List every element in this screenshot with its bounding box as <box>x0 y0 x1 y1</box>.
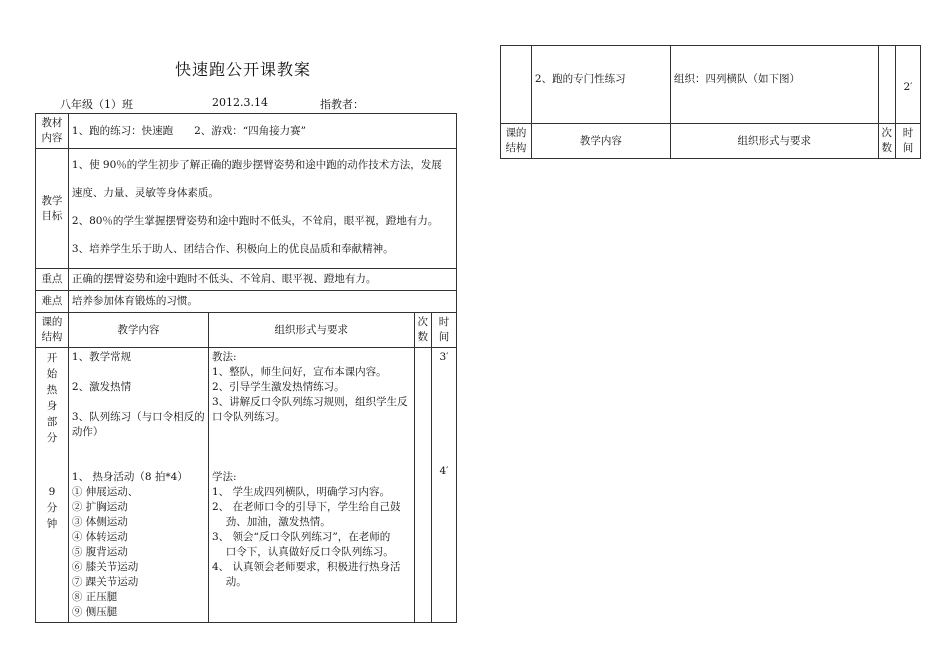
right-header-org: 组织形式与要求 <box>670 124 878 159</box>
goal-3: 3、培养学生乐于助人、团结合作、积极向上的优良品质和奉献精神。 <box>71 243 394 255</box>
page-title: 快速跑公开课教案 <box>175 60 312 79</box>
right-header-times: 次数 <box>878 124 896 159</box>
org-b-1: 1、 学生成四列横队，明确学习内容。 <box>211 486 390 498</box>
right-header-structure: 课的结构 <box>501 124 532 159</box>
warmup-7: ⑦ 踝关节运动 <box>71 576 139 588</box>
difficulty-text: 培养参加体育锻炼的习惯。 <box>68 291 456 313</box>
goal-1-cont: 速度、力量、灵敏等身体素质。 <box>71 187 219 199</box>
header-time: 时间 <box>432 313 457 348</box>
org-b-6: 4、 认真领会老师要求，积极进行热身活 <box>211 561 401 573</box>
warmup-9: ⑨ 侧压腿 <box>71 606 118 618</box>
date-label: 2012.3.14 <box>212 96 268 109</box>
right-header-content: 教学内容 <box>531 124 670 159</box>
right-content: 2、跑的专门性练习 <box>531 46 670 124</box>
times-cell <box>414 348 432 623</box>
class-label: 八年级（1）班 <box>60 98 133 111</box>
org-cell <box>208 348 414 623</box>
right-header-time: 时间 <box>896 124 921 159</box>
content-item-2: 2、激发热情 <box>71 381 132 393</box>
time-b: 4′ <box>439 465 449 477</box>
goals-label: 教学目标 <box>36 149 69 269</box>
org-a-0: 教法: <box>211 351 237 363</box>
key-text: 正确的摆臂姿势和途中跑时不低头、不耸肩、眼平视、蹬地有力。 <box>68 269 456 291</box>
lesson-plan-table <box>35 113 457 623</box>
org-b-0: 学法: <box>211 471 237 483</box>
header-times: 次数 <box>414 313 432 348</box>
warmup-3: ③ 体侧运动 <box>71 516 128 528</box>
warmup-1: ① 伸展运动、 <box>71 486 139 498</box>
right-time: 2′ <box>903 81 913 93</box>
warmup-6: ⑥ 膝关节运动 <box>71 561 139 573</box>
content-item-1: 1、教学常规 <box>71 351 132 363</box>
warmup-4: ④ 体转运动 <box>71 531 128 543</box>
right-structure-cell <box>501 46 532 124</box>
org-b-7: 动。 <box>211 576 247 588</box>
header-org: 组织形式与要求 <box>208 313 414 348</box>
org-b-4: 3、 领会“反口令队列练习”，在老师的 <box>211 531 391 543</box>
header-content: 教学内容 <box>68 313 208 348</box>
content-item-3: 3、队列练习（与口令相反的动作） <box>71 411 205 438</box>
right-org: 组织：四列横队（如下图） <box>670 46 878 124</box>
warmup-2: ② 扩胸运动 <box>71 501 128 513</box>
time-a: 3′ <box>439 351 449 363</box>
time-cell <box>432 348 457 623</box>
header-structure: 课的结构 <box>36 313 69 348</box>
part-label: 开始热身部分 <box>46 352 58 444</box>
material-label: 教材内容 <box>36 114 69 149</box>
difficulty-label: 难点 <box>36 291 69 313</box>
content-cell <box>68 348 208 623</box>
warmup-title: 1、 热身活动（8 拍*4） <box>71 471 188 483</box>
org-a-3: 3、讲解反口令队列练习规则，组织学生反 <box>211 396 408 408</box>
right-times-cell <box>878 46 896 124</box>
key-label: 重点 <box>36 269 69 291</box>
structure-cell <box>36 348 69 623</box>
goal-2: 2、80％的学生掌握摆臂姿势和途中跑时不低头，不耸肩，眼平视，蹬地有力。 <box>71 215 439 227</box>
org-a-4: 口令队列练习。 <box>211 411 286 423</box>
goals-text <box>68 149 456 269</box>
continuation-table <box>500 45 921 159</box>
right-time-cell <box>896 46 921 124</box>
org-b-2: 2、 在老师口令的引导下，学生给自己鼓 <box>211 501 401 513</box>
material-text: 1、跑的练习：快速跑 2、游戏：“四角接力赛” <box>68 114 456 149</box>
org-b-5: 口令下，认真做好反口令队列练习。 <box>211 546 394 558</box>
warmup-5: ⑤ 腹背运动 <box>71 546 128 558</box>
minutes-label: 9分钟 <box>46 486 58 530</box>
instructor-label: 指教者： <box>320 98 364 111</box>
org-a-1: 1、整队，师生问好，宣布本课内容。 <box>211 366 387 378</box>
goal-1: 1、使 90％的学生初步了解正确的跑步摆臂姿势和途中跑的动作技术方法，发展 <box>71 159 442 171</box>
org-b-3: 劲、加油，激发热情。 <box>211 516 331 528</box>
warmup-8: ⑧ 正压腿 <box>71 591 118 603</box>
org-a-2: 2、引导学生激发热情练习。 <box>211 381 345 393</box>
